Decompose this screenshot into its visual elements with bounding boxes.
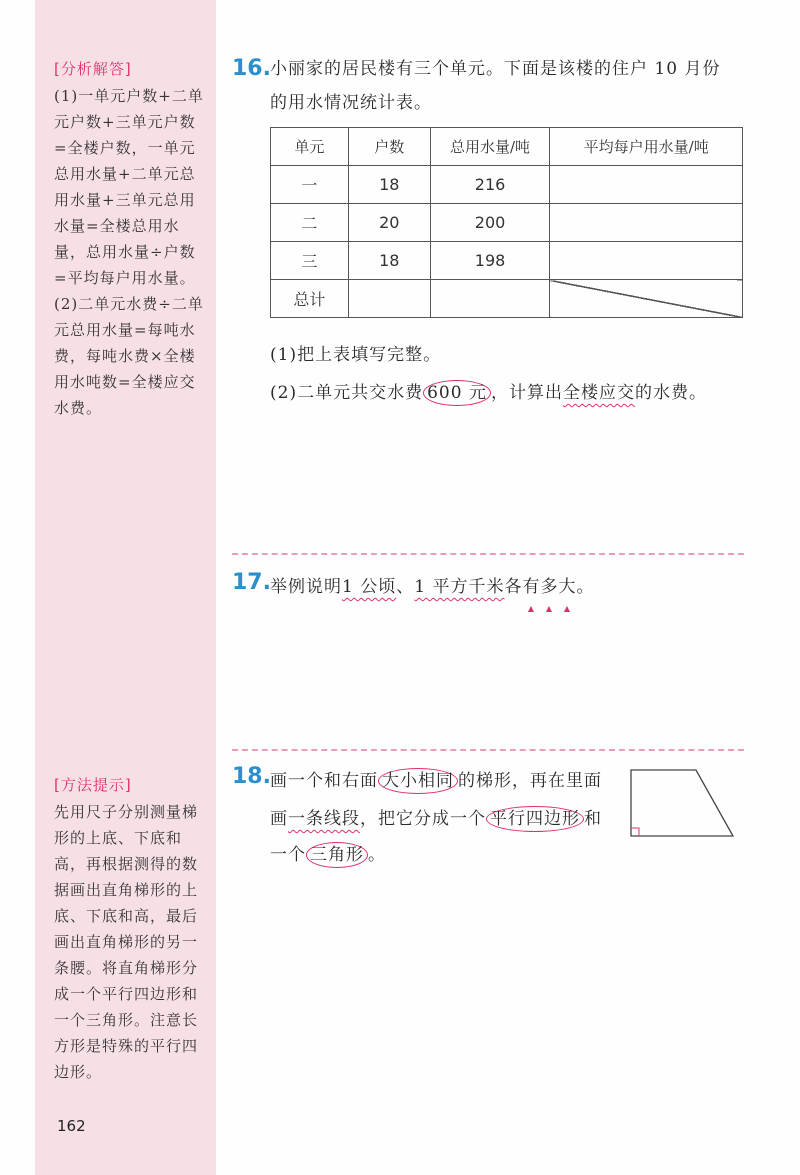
q18-text-part: 一个	[270, 845, 306, 865]
table-cell: 198	[430, 242, 550, 280]
method-block	[54, 774, 204, 1085]
header-cell: 总用水量/吨	[430, 128, 550, 166]
page-number: 162	[57, 1117, 86, 1135]
q16-line2: 的用水情况统计表。	[270, 93, 432, 113]
q18-text-part: 的梯形，再在里面	[458, 771, 602, 791]
table-cell: 18	[348, 166, 430, 204]
sidebar	[35, 0, 216, 1175]
analysis-block	[54, 58, 204, 421]
section-divider	[232, 553, 744, 555]
circled-keyword: 平行四边形	[486, 806, 584, 832]
q16-sub1	[270, 340, 441, 365]
q17-text-part: 。	[576, 577, 595, 597]
header-cell: 单元	[271, 128, 349, 166]
table-cell: 20	[348, 204, 430, 242]
q16-sub2-text: 的水费。	[634, 383, 707, 403]
q18-text-part: 。	[368, 845, 386, 865]
table-row	[271, 204, 743, 242]
table-cell: 一	[271, 166, 349, 204]
table-cell: 18	[348, 242, 430, 280]
analysis-tag: [分析解答]	[54, 60, 132, 78]
emphasis-char: 大 ▲	[558, 577, 576, 597]
table-cell: 二	[271, 204, 349, 242]
circled-keyword: 三角形	[306, 842, 368, 868]
table-cell: 三	[271, 242, 349, 280]
q18-text-part: 画一个和右面	[270, 771, 378, 791]
q17-number: 17.	[232, 570, 271, 595]
table-cell-blank[interactable]	[550, 242, 743, 280]
q16-line1: 小丽家的居民楼有三个单元。下面是该楼的住户 10 月份	[270, 59, 721, 79]
table-cell-blank[interactable]	[348, 280, 430, 318]
right-trapezoid-figure	[628, 768, 738, 840]
circled-keyword: 600 元	[423, 380, 491, 406]
wavy-keyword: 一条线段	[288, 809, 360, 829]
analysis-text: (1)一单元户数+二单元户数+三单元户数=全楼户数，一单元总用水量+二单元总用水量+三单元总用水量=全楼总用水量，总用水量÷户数=平均每户用水量。 (2)二单元水费÷二单元总用水量=每吨水费，每吨水费×全楼用水吨数=全楼应交水费。	[54, 87, 204, 417]
q18-line3	[270, 840, 386, 865]
q18-line2	[270, 804, 602, 829]
q18-text-part: 画	[270, 809, 288, 829]
table-row	[271, 242, 743, 280]
method-text: 先用尺子分别测量梯形的上底、下底和高，再根据测得的数据画出直角梯形的上底、下底和高，最后画出直角梯形的另一条腰。将直角梯形分成一个平行四边形和一个三角形。注意长方形是特殊的平行四边形。	[54, 803, 199, 1081]
q16-sub2-text: ，计算出	[490, 383, 563, 403]
table-cell: 200	[430, 204, 550, 242]
trapezoid-shape	[631, 770, 733, 836]
method-tag: [方法提示]	[54, 776, 132, 794]
emphasis-char: 有 ▲	[522, 577, 540, 597]
q17-text-part: 举例说明	[270, 577, 342, 597]
table-cell-blank[interactable]	[550, 166, 743, 204]
table-header-row	[271, 128, 743, 166]
circled-keyword: 大小相同	[378, 768, 458, 794]
q17-text-part: 、	[396, 577, 415, 597]
section-divider	[232, 749, 744, 751]
wavy-keyword: 全楼应交	[562, 383, 635, 403]
q16-sub2	[270, 378, 707, 403]
table-cell: 总计	[271, 280, 349, 318]
q17-text-part: 各	[504, 577, 523, 597]
q18-number: 18.	[232, 764, 271, 789]
table-cell-blank[interactable]	[550, 204, 743, 242]
q16-sub1-text: (1)把上表填写完整。	[270, 345, 442, 365]
table-cell: 216	[430, 166, 550, 204]
table-cell-blank[interactable]	[430, 280, 550, 318]
table-row	[271, 166, 743, 204]
emphasis-char: 多 ▲	[540, 577, 558, 597]
table-total-row	[271, 280, 743, 318]
right-angle-mark	[631, 828, 639, 836]
q18-text-part: 和	[584, 809, 602, 829]
header-cell: 平均每户用水量/吨	[550, 128, 743, 166]
q16-sub2-text: (2)二单元共交水费	[270, 383, 424, 403]
q17-text	[270, 572, 594, 597]
table-cell-crossed	[550, 280, 743, 318]
water-usage-table	[270, 127, 743, 318]
q18-line1	[270, 766, 602, 791]
header-cell: 户数	[348, 128, 430, 166]
wavy-keyword: 1 公顷	[342, 577, 397, 597]
q16-number: 16.	[232, 56, 271, 81]
wavy-keyword: 1 平方千米	[414, 577, 505, 597]
q18-text-part: ，把它分成一个	[360, 809, 486, 829]
